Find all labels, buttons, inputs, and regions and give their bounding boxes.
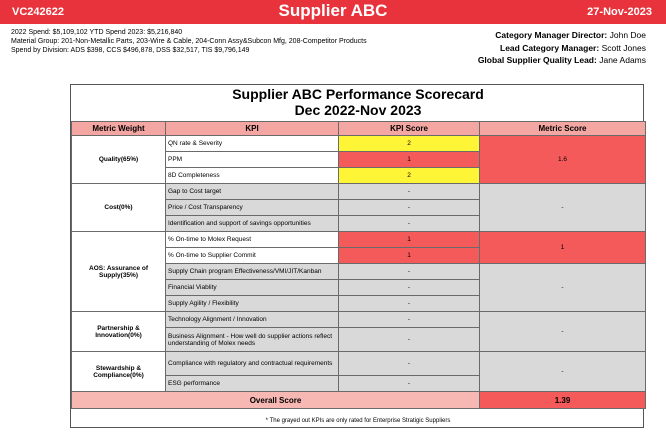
- kpi-score: -: [339, 200, 480, 216]
- category-cost: Cost(0%): [72, 184, 166, 232]
- table-row: [72, 232, 646, 248]
- kpi-score: -: [339, 352, 480, 376]
- header-metric-weight: Metric Weight: [72, 122, 166, 136]
- division-spend-line: Spend by Division: ADS $398, CCS $496,878, DSS $32,517, TIS $9,796,149: [11, 47, 250, 54]
- kpi-score: 2: [339, 136, 480, 152]
- kpi-score: -: [339, 296, 480, 312]
- category-aos: AOS: Assurance of Supply(35%): [72, 232, 166, 312]
- metric-score-aos-rated: -: [480, 264, 646, 312]
- metric-score-quality: 1.6: [480, 136, 646, 184]
- lead-line: Lead Category Manager: Scott Jones: [500, 42, 646, 53]
- kpi-label: QN rate & Severity: [166, 136, 339, 152]
- table-row: [72, 312, 646, 328]
- metric-score-aos: 1: [480, 232, 646, 264]
- category-quality: Quality(65%): [72, 136, 166, 184]
- kpi-label: 8D Completeness: [166, 168, 339, 184]
- kpi-label: Gap to Cost target: [166, 184, 339, 200]
- kpi-score: -: [339, 376, 480, 392]
- header-banner: [0, 0, 666, 24]
- kpi-label: Identification and support of savings opportunities: [166, 216, 339, 232]
- kpi-score: -: [339, 184, 480, 200]
- kpi-score: 1: [339, 248, 480, 264]
- header-kpi: KPI: [166, 122, 339, 136]
- kpi-label: % On-time to Supplier Commit: [166, 248, 339, 264]
- kpi-label: Supply Agility / Flexibility: [166, 296, 339, 312]
- quality-lead-line: Global Supplier Quality Lead: Jane Adams: [477, 55, 646, 65]
- header-metric-score: Metric Score: [480, 122, 646, 136]
- contact-roles: [478, 29, 646, 67]
- page-title: Supplier ABC: [278, 1, 388, 20]
- kpi-label: % On-time to Molex Request: [166, 232, 339, 248]
- overall-row: [72, 392, 646, 409]
- metric-score-cost: -: [480, 184, 646, 232]
- table-row: [72, 136, 646, 152]
- category-partnership: Partnership & Innovation(0%): [72, 312, 166, 352]
- supplier-code: VC242622: [12, 6, 64, 18]
- material-group-line: Material Group: 201-Non-Metallic Parts, 203-Wire & Cable, 204-Conn Assy&Subcon Mfg, 208-Competitor Products: [11, 38, 367, 45]
- kpi-score: -: [339, 280, 480, 296]
- metric-score-partnership: -: [480, 312, 646, 352]
- overall-label: Overall Score: [72, 392, 480, 409]
- kpi-score: 1: [339, 232, 480, 248]
- scorecard-table: [71, 121, 646, 409]
- category-stewardship: Stewardship & Compliance(0%): [72, 352, 166, 392]
- kpi-label: Supply Chain program Effectiveness/VMI/JIT/Kanban: [166, 264, 339, 280]
- spend-line: 2022 Spend: $5,109,102 YTD Spend 2023: $5,216,840: [11, 29, 183, 36]
- kpi-label: Financial Viablity: [166, 280, 339, 296]
- kpi-label: PPM: [166, 152, 339, 168]
- metric-score-stewardship: -: [480, 352, 646, 392]
- kpi-label: Compliance with regulatory and contractual requirements: [166, 352, 339, 376]
- footnote: * The grayed out KPIs are only rated for Enterprise Stratigic Suppliers: [265, 418, 451, 424]
- scorecard-title: Supplier ABC Performance Scorecard Dec 2022-Nov 2023: [232, 86, 484, 118]
- director-line: Category Manager Director: John Doe: [495, 30, 646, 40]
- table-row: [72, 184, 646, 200]
- kpi-label: Business Alignment - How well do supplier actions reflect understanding of Molex needs: [166, 328, 339, 352]
- kpi-score: 1: [339, 152, 480, 168]
- kpi-score: 2: [339, 168, 480, 184]
- kpi-score: -: [339, 264, 480, 280]
- kpi-score: -: [339, 328, 480, 352]
- kpi-score: -: [339, 216, 480, 232]
- kpi-label: Technology Alignment / Innovation: [166, 312, 339, 328]
- report-date: 27-Nov-2023: [587, 6, 652, 18]
- overall-score: 1.39: [480, 392, 646, 409]
- kpi-score: -: [339, 312, 480, 328]
- scorecard-card: [70, 84, 644, 428]
- table-header-row: [72, 122, 646, 136]
- supplier-meta: [11, 28, 367, 55]
- header-kpi-score: KPI Score: [339, 122, 480, 136]
- kpi-label: Price / Cost Transparency: [166, 200, 339, 216]
- table-row: [72, 352, 646, 376]
- kpi-label: ESG performance: [166, 376, 339, 392]
